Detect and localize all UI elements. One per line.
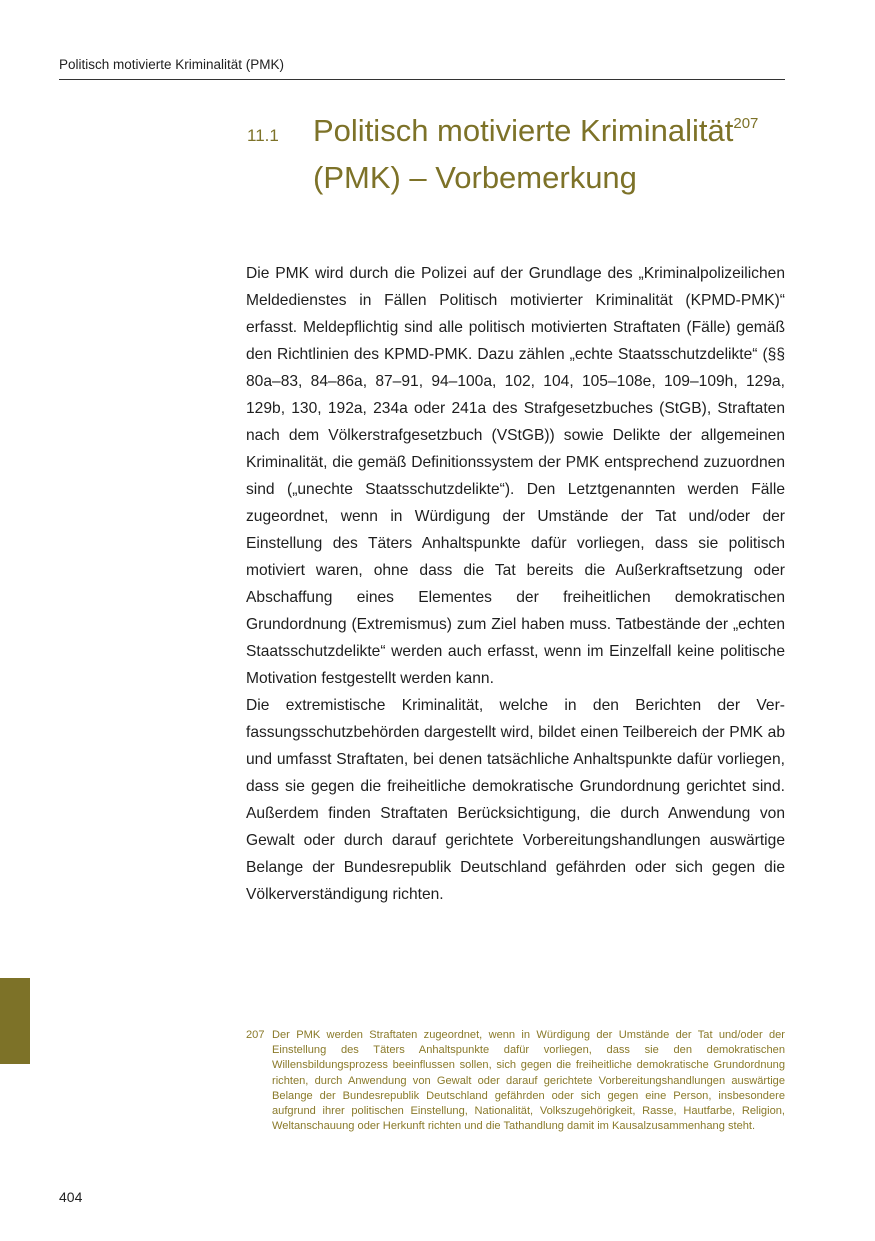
running-header: Politisch motivierte Kriminalität (PMK) bbox=[59, 57, 285, 72]
body-paragraph-1: Die PMK wird durch die Polizei auf der Grundlage des „Kriminalpolizeilichen Meldedienstes in Fällen Politisch motivierter Kriminalität (KPMD-PMK)“ erfasst. Meldepflichtig sind alle politisch motivierten Straftaten (Fälle) gemäß den Richtlinien des KPMD-PMK. Dazu zählen „echte Staatsschutzdelikte“ (§§ 80a–83, 84–86a, 87–91, 94–100a, 102, 104, 105–108e, 109–109h, 129a, 129b, 130, 192a, 234a oder 241a des Strafgesetzbuches (StGB), Straftaten nach dem Völkerstrafgesetzbuch (VStGB)) sowie Delikte der allgemeinen Kriminalität, die gemäß Definitionssystem der PMK entsprechend zuzuordnen sind („unechte Staatsschutzdelikte“). Den Letztgenannten werden Fälle zugeordnet, wenn in Würdigung der Umstände der Tat und/​oder der Einstellung des Täters Anhaltspunkte dafür vorliegen, dass sie politisch motiviert waren, ohne dass die Tat bereits die Außerkraftsetzung oder Abschaffung eines Elementes der freiheitlichen demokratischen Grundordnung (Extremismus) zum Ziel haben muss. Tatbestände der „echten Staatsschutzdelikte“ werden auch erfasst, wenn im Einzelfall keine politische Motivation festgestellt werden kann. bbox=[246, 265, 785, 687]
header-rule bbox=[59, 79, 785, 80]
footnote bbox=[246, 1028, 785, 1134]
section-number: 11.1 bbox=[247, 126, 279, 145]
footnote-number: 207 bbox=[246, 1029, 265, 1041]
footnote-reference[interactable]: 207 bbox=[733, 115, 759, 132]
body-paragraph-2: Die extremistische Kriminalität, welche in den Berichten der Verfassungsschutzbehörden dargestellt wird, bildet einen Teilbereich der PMK ab und umfasst Straftaten, bei denen tatsächliche Anhaltspunkte dafür vorliegen, dass sie gegen die freiheitliche demokratische Grundordnung gerichtet sind. Außerdem finden Straftaten Berücksichtigung, die durch Anwendung von Gewalt oder durch darauf gerichtete Vorbereitungshandlungen auswärtige Belange der Bundesrepublik Deutschland gefährden oder sich gegen die Völkerverständigung richten. bbox=[246, 697, 785, 903]
page-number: 404 bbox=[59, 1189, 83, 1205]
body-text bbox=[246, 260, 785, 908]
chapter-side-tab bbox=[0, 978, 30, 1064]
section-title bbox=[313, 110, 773, 198]
section-title-part1: Politisch motivierte Kriminalität bbox=[313, 113, 734, 148]
footnote-text: Der PMK werden Straftaten zugeordnet, wenn in Würdigung der Umstände der Tat und/​oder der Einstellung des Täters Anhaltspunkte dafür vorliegen, dass sie den demokratischen Willensbildungsprozess beeinflussen sollen, sich gegen die freiheitliche demokratische Grundordnung richten, durch Anwendung von Gewalt oder darauf gerichtete Vorbereitungshandlungen auswärtige Belange der Bundesrepublik Deutschland gefährden oder sich gegen eine Person, insbesondere aufgrund ihrer politischen Einstellung, Nationalität, Volkszugehörigkeit, Rasse, Hautfarbe, Religion, Weltanschauung oder Herkunft richten und die Tathandlung damit im Kausalzusammenhang steht. bbox=[272, 1029, 785, 1133]
section-title-part2: (PMK) – Vorbemerkung bbox=[313, 160, 637, 195]
